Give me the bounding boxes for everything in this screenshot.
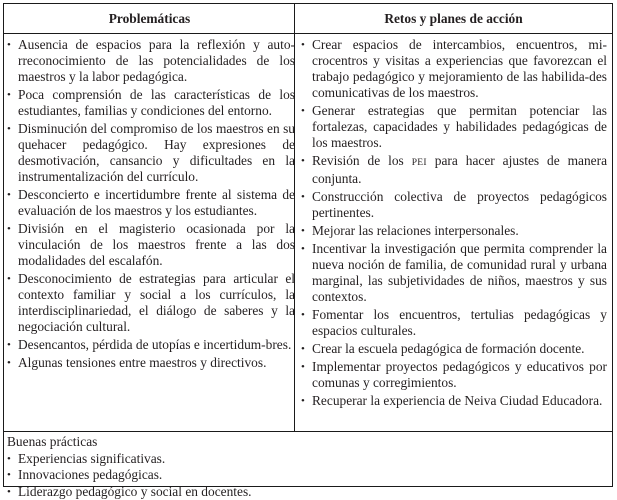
retos-list [301, 37, 607, 409]
list-item: • Construcción colectiva de proyectos pedagógicos pertinentes. [301, 189, 607, 221]
problematicas-column [7, 37, 295, 373]
list-item: • División en el magisterio ocasionada por la vinculación de los maestros frente a las dos modalidades del escalafón. [7, 221, 295, 269]
list-item: • Fomentar los encuentros, tertulias pedagógicas y espacios culturales. [301, 307, 607, 339]
list-item: • Innovaciones pedagógicas. [7, 467, 252, 484]
list-item: • Implementar proyectos pedagógicos y educativos por comunas y corregimientos. [301, 359, 607, 391]
list-item: • Desencantos, pérdida de utopías e incertidum-bres. [7, 337, 295, 353]
list-item: • Crear la escuela pedagógica de formación docente. [301, 341, 607, 357]
list-item: • Recuperar la experiencia de Neiva Ciudad Educadora. [301, 393, 607, 409]
header-divider [4, 33, 612, 34]
problems-actions-table [3, 3, 613, 487]
list-item: • Ausencia de espacios para la reflexión y auto-rreconocimiento de las potencialidades de los maestros y la labor pedagógica. [7, 37, 295, 85]
list-item: • Poca comprensión de las características de los estudiantes, familias y condiciones del entorno. [7, 87, 295, 119]
list-item: • Desconocimiento de estrategias para articular el contexto familiar y social a los currículos, la interdisciplinariedad, el diálogo de saberes y la negociación cultural. [7, 271, 295, 335]
list-item: • Revisión de los PEI para hacer ajustes de manera conjunta. [301, 153, 607, 187]
list-item: • Liderazgo pedagógico y social en docentes. [7, 484, 252, 500]
list-item: • Generar estrategias que permitan potenciar las fortalezas, capacidades y habilidades pedagógicas de los maestros. [301, 103, 607, 151]
list-item: • Mejorar las relaciones interpersonales. [301, 223, 607, 239]
buenas-practicas-title: Buenas prácticas [7, 434, 252, 451]
pei-abbreviation: PEI [412, 158, 427, 168]
row-divider [4, 431, 612, 432]
problematicas-list [7, 37, 295, 371]
list-item: • Crear espacios de intercambios, encuentros, mi-crocentros y visitas a experiencias que favorezcan el trabajo pedagógico y mejoramiento de las habilida-des comunicativas de los maestros. [301, 37, 607, 101]
buenas-practicas-section [7, 434, 252, 500]
buenas-practicas-list [7, 451, 252, 500]
list-item: • Experiencias significativas. [7, 451, 252, 468]
header-retos: Retos y planes de acción [295, 4, 612, 33]
list-item: • Algunas tensiones entre maestros y directivos. [7, 355, 295, 371]
list-item: • Desconcierto e incertidumbre frente al sistema de evaluación de los maestros y los estudiantes. [7, 187, 295, 219]
header-problematicas: Problemáticas [4, 4, 295, 33]
retos-column [301, 37, 607, 411]
list-item: • Incentivar la investigación que permita comprender la nueva noción de familia, de comunidad rural y urbana marginal, las subjetividades de niños, maestros y sus contextos. [301, 241, 607, 305]
list-item: • Disminución del compromiso de los maestros en su quehacer pedagógico. Hay expresiones de desmotivación, cansancio y dificultades en la instrumentalización del currículo. [7, 121, 295, 185]
